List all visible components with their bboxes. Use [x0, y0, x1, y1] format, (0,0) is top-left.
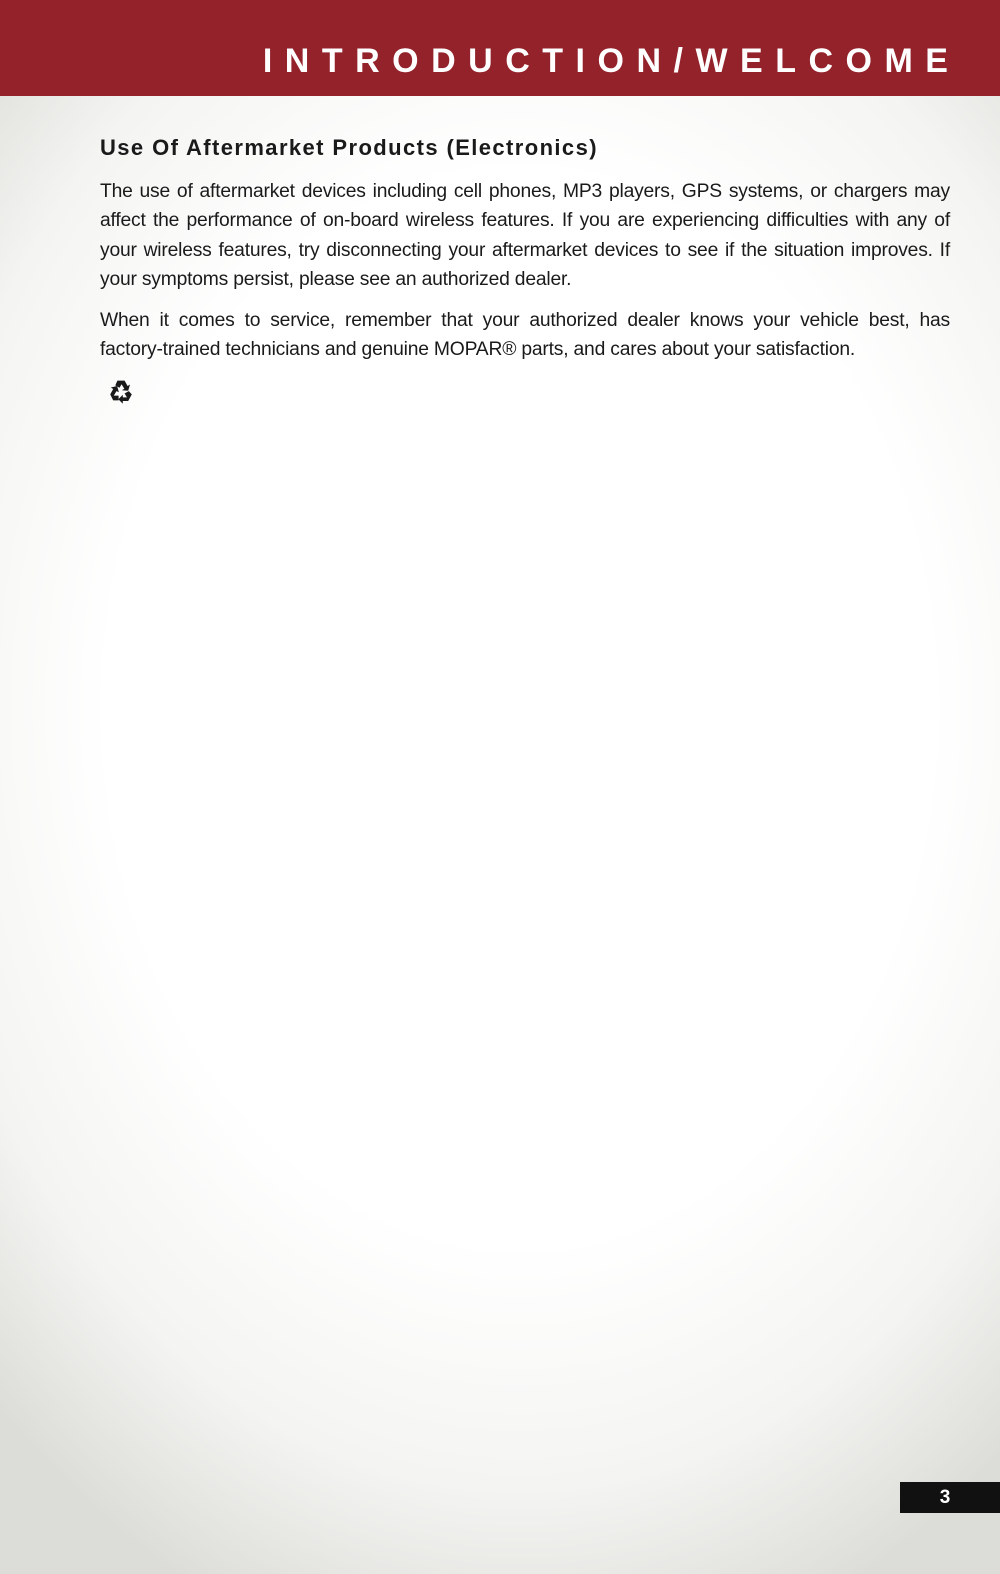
paragraph-aftermarket-devices: The use of aftermarket devices including cell phones, MP3 players, GPS systems, or chargers may affect the performance of on-board wireless features. If you are experiencing difficulties with any of your wireless features, try disconnecting your aftermarket devices to see if the situation improves. If your symptoms persist, please see an authorized dealer. [100, 180, 950, 291]
page-number: 3 [900, 1482, 1000, 1513]
recycle-icon [106, 377, 136, 407]
main-content [100, 134, 950, 376]
header-band [0, 0, 1000, 96]
section-heading: Use Of Aftermarket Products (Electronics) [100, 135, 598, 160]
section-title: INTRODUCTION/WELCOME [262, 42, 961, 80]
paragraph-service: When it comes to service, remember that your authorized dealer knows your vehicle best, has factory-trained technicians and genuine MOPAR® parts, and cares about your satisfaction. [100, 309, 950, 361]
